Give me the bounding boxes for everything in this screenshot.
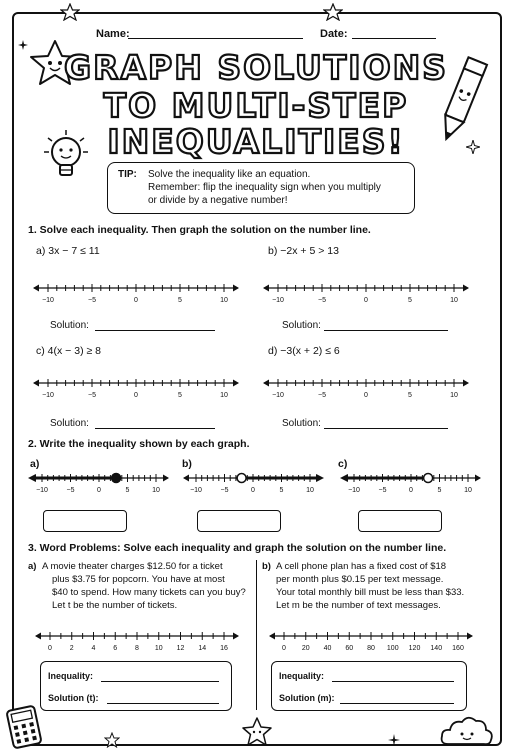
- number-line-1b[interactable]: [262, 280, 470, 308]
- answer-box-2b[interactable]: [197, 510, 281, 532]
- smiling-star-icon: [240, 716, 274, 748]
- tick-label: 5: [279, 487, 284, 494]
- tick-label: −10: [42, 297, 54, 304]
- tick-label: 10: [450, 392, 458, 399]
- tick-label: 12: [176, 645, 185, 652]
- solution-field-3a[interactable]: [107, 703, 219, 704]
- star-icon: [104, 732, 120, 748]
- solution-label: Solution:: [282, 418, 321, 429]
- tick-label: −5: [318, 392, 326, 399]
- solution-label: Solution:: [50, 418, 89, 429]
- tick-label: 10: [154, 645, 163, 652]
- section2-heading: 2. Write the inequality shown by each graph.: [28, 438, 250, 450]
- arrow-left: [33, 380, 39, 387]
- tick-label: 0: [364, 392, 368, 399]
- open-point: [237, 474, 246, 483]
- problem-1d: [268, 345, 340, 357]
- problem-1a: [36, 245, 100, 257]
- tick-label: 60: [345, 645, 354, 652]
- arrow-right: [463, 285, 469, 292]
- name-label: Name:: [96, 28, 130, 40]
- tick-label: 10: [220, 392, 228, 399]
- problem-expression: 3x − 7 ≤ 11: [48, 245, 100, 257]
- graph-2b: [182, 470, 324, 500]
- arrow-left: [33, 285, 39, 292]
- tick-label: 8: [135, 645, 139, 652]
- answer-box-2c[interactable]: [358, 510, 442, 532]
- answer-box-3a: [40, 661, 232, 711]
- arrow-left: [35, 633, 41, 640]
- tick-label: 10: [306, 487, 314, 494]
- tick-label: 4: [91, 645, 96, 652]
- number-line-1d[interactable]: [262, 375, 470, 403]
- ray-arrow: [28, 474, 36, 482]
- solution-label: Solution:: [50, 320, 89, 331]
- tip-line-1: Solve the inequality like an equation.: [148, 169, 311, 180]
- tick-label: −10: [190, 487, 202, 494]
- date-field[interactable]: [352, 38, 436, 39]
- arrow-left: [263, 380, 269, 387]
- star-icon: [323, 3, 343, 21]
- problem-letter: b): [268, 245, 278, 257]
- arrow-right: [467, 633, 473, 640]
- tick-label: 0: [251, 487, 255, 494]
- word-problem-a-line4: Let t be the number of tickets.: [52, 600, 178, 611]
- tick-label: −5: [378, 487, 387, 494]
- section3-divider: [256, 560, 257, 710]
- tip-line-2: Remember: flip the inequality sign when you multiply: [148, 182, 381, 193]
- tick-label: 20: [301, 645, 310, 652]
- tick-label: 10: [220, 297, 228, 304]
- solution-field-1b[interactable]: [324, 330, 448, 331]
- tick-label: 0: [97, 487, 101, 494]
- title-line-1: GRAPH SOLUTIONS: [63, 48, 449, 87]
- tick-label: −5: [220, 487, 229, 494]
- arrow-left: [263, 285, 269, 292]
- arrow-right: [463, 380, 469, 387]
- tick-label: 5: [178, 297, 182, 304]
- ray-arrow: [340, 474, 348, 482]
- word-problem-b-line3: Your total monthly bill must be less than $33.: [276, 587, 465, 598]
- arrow-right: [233, 380, 239, 387]
- number-line-1c[interactable]: [32, 375, 240, 403]
- inequality-field-3a[interactable]: [101, 681, 219, 682]
- arrow-left: [183, 475, 189, 482]
- tick-label: 0: [134, 297, 138, 304]
- problem-letter: c): [36, 345, 45, 357]
- tick-label: −5: [318, 297, 326, 304]
- title-line-3: INEQUALITIES!: [107, 122, 405, 161]
- tick-label: 5: [408, 297, 412, 304]
- tick-label: 40: [323, 645, 332, 652]
- title-line-2: TO MULTI-STEP: [103, 86, 409, 125]
- star-icon: [60, 3, 80, 21]
- calculator-icon: [4, 702, 44, 752]
- tick-label: −10: [272, 297, 284, 304]
- arrow-right: [233, 285, 239, 292]
- solution-field-1d[interactable]: [324, 428, 448, 429]
- problem-letter: d): [268, 345, 278, 357]
- graph-2a: [28, 470, 170, 500]
- tick-label: −5: [88, 297, 96, 304]
- tick-label: 5: [408, 392, 412, 399]
- inequality-label: Inequality:: [48, 671, 94, 681]
- number-line-1a[interactable]: [32, 280, 240, 308]
- open-point: [424, 474, 433, 483]
- cloud-icon: [438, 712, 496, 750]
- tick-label: 140: [430, 645, 443, 652]
- tick-label: 0: [134, 392, 138, 399]
- word-problem-a-line2: plus $3.75 for popcorn. You have at most: [52, 574, 225, 585]
- answer-box-2a[interactable]: [43, 510, 127, 532]
- graph-2c: [340, 470, 482, 500]
- tick-label: 0: [364, 297, 368, 304]
- tick-label: 120: [408, 645, 421, 652]
- section1-heading: 1. Solve each inequality. Then graph the solution on the number line.: [28, 224, 371, 236]
- tick-label: 80: [367, 645, 375, 652]
- tick-label: 0: [409, 487, 413, 494]
- tick-label: 160: [452, 645, 464, 652]
- tick-label: 16: [220, 645, 228, 652]
- tick-label: 0: [282, 645, 286, 652]
- tick-label: −5: [88, 392, 96, 399]
- word-problem-b-line2: per month plus $0.15 per text message.: [276, 574, 444, 585]
- solution-field-3b[interactable]: [340, 703, 454, 704]
- solution-label: Solution (m):: [279, 693, 335, 703]
- solution-label: Solution:: [282, 320, 321, 331]
- graph-letter: c): [338, 458, 348, 470]
- word-problem-a-line1: A movie theater charges $12.50 for a ticket: [42, 561, 223, 572]
- arrow-right: [163, 475, 169, 482]
- arrow-right: [233, 633, 239, 640]
- section3-heading: 3. Word Problems: Solve each inequality and graph the solution on the number line.: [28, 542, 447, 554]
- answer-box-3b: [271, 661, 467, 711]
- tick-label: −10: [42, 392, 54, 399]
- problem-expression: −3(x + 2) ≤ 6: [280, 345, 340, 357]
- tick-label: 10: [464, 487, 472, 494]
- inequality-field-3b[interactable]: [332, 681, 454, 682]
- word-problem-letter: b): [262, 561, 271, 572]
- solution-field-1a[interactable]: [95, 330, 215, 331]
- solution-field-1c[interactable]: [95, 428, 215, 429]
- graph-letter: b): [182, 458, 192, 470]
- tip-label: TIP:: [118, 169, 137, 180]
- tick-label: 2: [69, 645, 74, 652]
- problem-expression: 4(x − 3) ≥ 8: [47, 345, 101, 357]
- tick-label: 5: [178, 392, 182, 399]
- tip-line-3: or divide by a negative number!: [148, 195, 288, 206]
- ray-arrow: [316, 474, 324, 482]
- date-label: Date:: [320, 28, 348, 40]
- tick-label: 14: [198, 645, 207, 652]
- tick-label: 6: [113, 645, 118, 652]
- tick-label: 10: [450, 297, 458, 304]
- number-line-3a[interactable]: [34, 628, 240, 656]
- graph-letter: a): [30, 458, 40, 470]
- tick-label: −10: [36, 487, 48, 494]
- sparkle-icon: [388, 734, 400, 746]
- word-problem-letter: a): [28, 561, 37, 572]
- word-problem-a-line3: $40 to spend. How many tickets can you buy?: [52, 587, 246, 598]
- arrow-right: [475, 475, 481, 482]
- tick-label: 5: [437, 487, 442, 494]
- inequality-label: Inequality:: [279, 671, 325, 681]
- tick-label: 100: [386, 645, 399, 652]
- number-line-3b[interactable]: [268, 628, 474, 656]
- problem-1b: [268, 245, 339, 257]
- word-problem-b-line1: A cell phone plan has a fixed cost of $18: [276, 561, 447, 572]
- problem-letter: a): [36, 245, 46, 257]
- solution-label: Solution (t):: [48, 693, 99, 703]
- name-field[interactable]: [128, 38, 303, 39]
- closed-point: [112, 474, 121, 483]
- tick-label: 10: [152, 487, 160, 494]
- arrow-left: [269, 633, 275, 640]
- tick-label: 5: [125, 487, 130, 494]
- tick-label: −10: [272, 392, 284, 399]
- problem-expression: −2x + 5 > 13: [280, 245, 339, 257]
- problem-1c: [36, 345, 101, 357]
- tick-label: −10: [348, 487, 360, 494]
- word-problem-b-line4: Let m be the number of text messages.: [276, 600, 441, 611]
- tip-box: [107, 162, 415, 214]
- tick-label: 0: [48, 645, 52, 652]
- tick-label: −5: [66, 487, 75, 494]
